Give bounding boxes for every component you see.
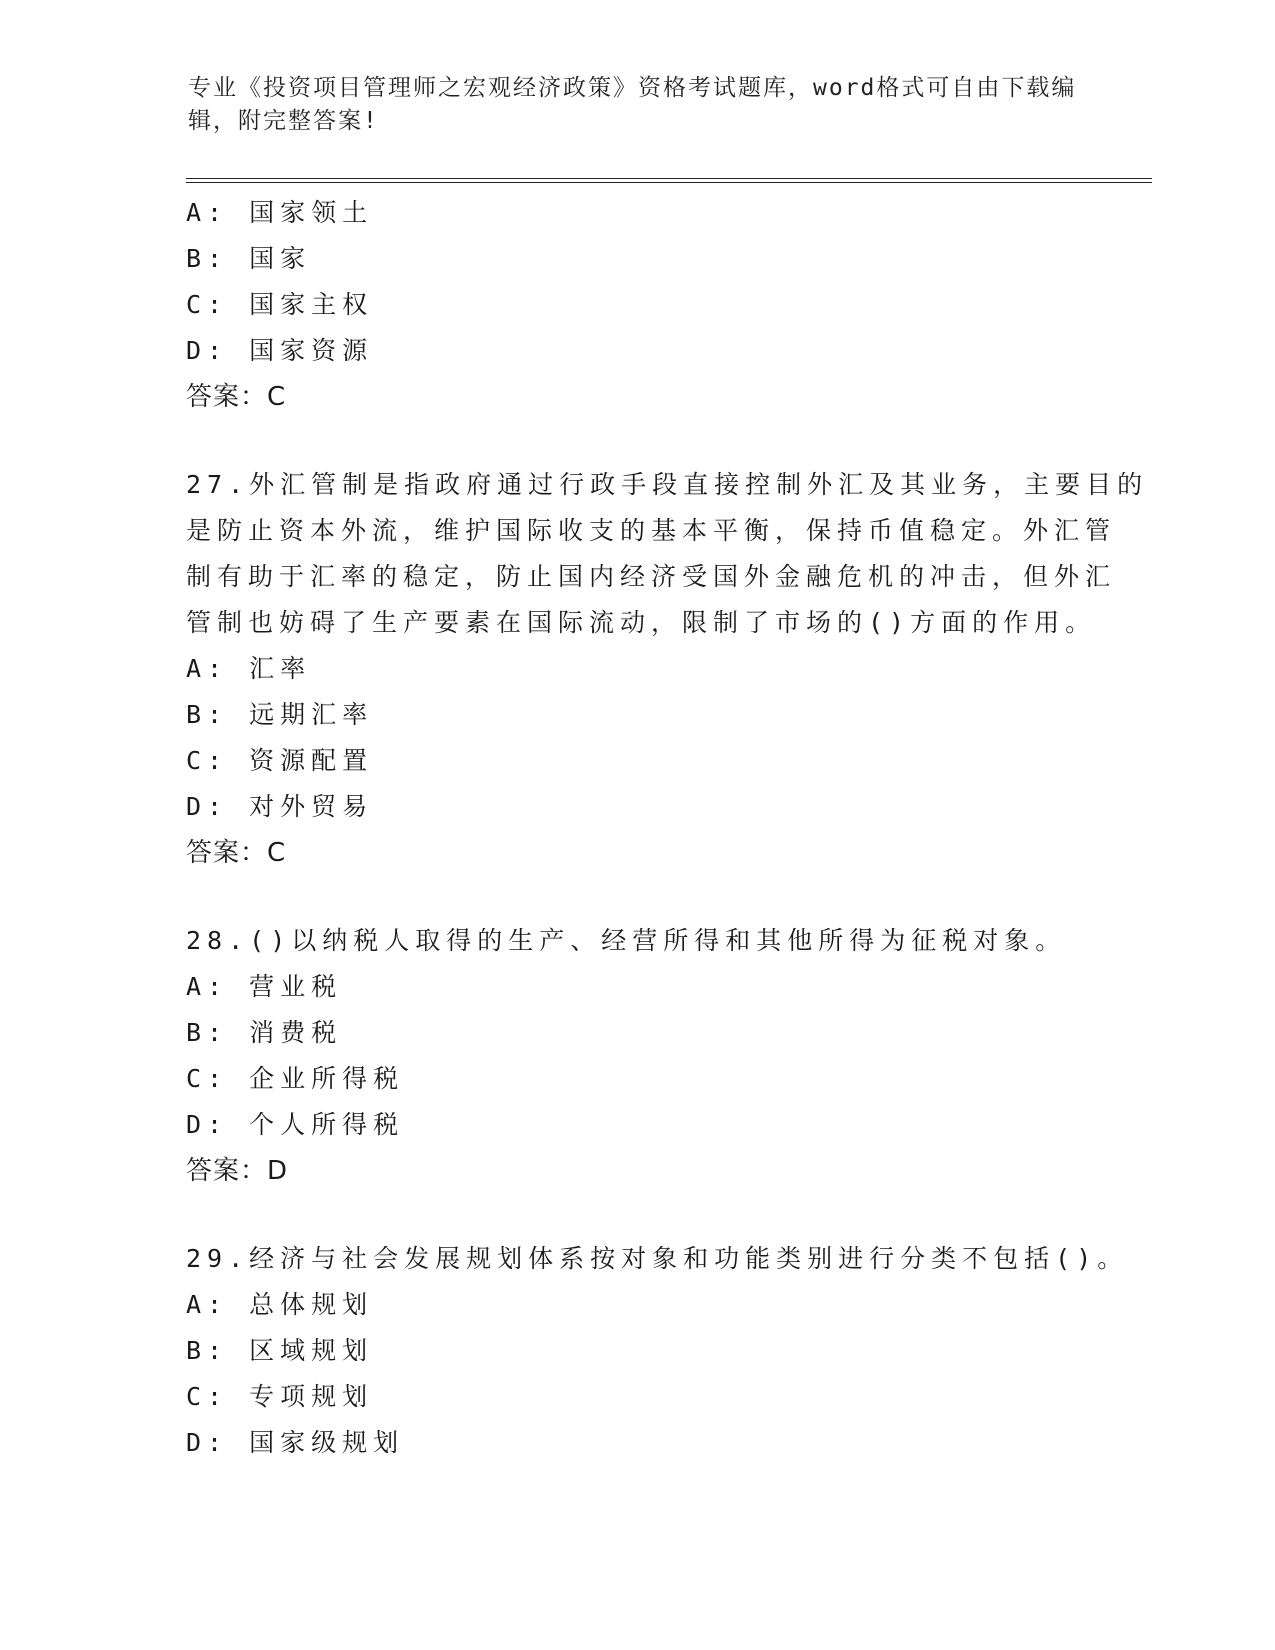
option-a: A: 国家领土 — [186, 198, 374, 227]
question-26 — [186, 190, 1086, 420]
option-a: A: 营业税 — [186, 972, 343, 1001]
answer: 答案：C — [186, 838, 287, 868]
header-divider-top — [186, 178, 1152, 179]
option-b: B: 国家 — [186, 244, 312, 273]
question-stem-line: 制有助于汇率的稳定，防止国内经济受国外金融危机的冲击，但外汇 — [186, 562, 1117, 591]
question-28 — [186, 918, 1086, 1194]
question-stem-line: 是防止资本外流，维护国际收支的基本平衡，保持币值稳定。外汇管 — [186, 516, 1117, 545]
spacer — [186, 876, 1086, 918]
answer: 答案：C — [186, 382, 287, 412]
question-stem-line: 28.()以纳税人取得的生产、经营所得和其他所得为征税对象。 — [186, 926, 1067, 955]
option-d: D: 国家级规划 — [186, 1428, 405, 1457]
question-stem-line: 管制也妨碍了生产要素在国际流动，限制了市场的()方面的作用。 — [186, 608, 1097, 637]
question-stem-line: 27.外汇管制是指政府通过行政手段直接控制外汇及其业务，主要目的 — [186, 470, 1149, 499]
option-a: A: 总体规划 — [186, 1290, 374, 1319]
option-b: B: 区域规划 — [186, 1336, 374, 1365]
question-27 — [186, 462, 1149, 876]
option-a: A: 汇率 — [186, 654, 312, 683]
option-b: B: 远期汇率 — [186, 700, 374, 729]
spacer — [186, 420, 1086, 462]
question-29 — [186, 1236, 1129, 1466]
header-divider-bottom — [186, 182, 1152, 183]
option-d: D: 个人所得税 — [186, 1110, 405, 1139]
option-b: B: 消费税 — [186, 1018, 343, 1047]
option-c: C: 资源配置 — [186, 746, 374, 775]
question-stem-line: 29.经济与社会发展规划体系按对象和功能类别进行分类不包括()。 — [186, 1244, 1129, 1273]
question-list — [186, 190, 1149, 1466]
option-d: D: 国家资源 — [186, 336, 374, 365]
answer: 答案：D — [186, 1156, 289, 1186]
spacer — [186, 1194, 1086, 1236]
option-d: D: 对外贸易 — [186, 792, 374, 821]
document-header: 专业《投资项目管理师之宏观经济政策》资格考试题库，word格式可自由下载编辑，附完整答案! — [188, 75, 1077, 134]
option-c: C: 专项规划 — [186, 1382, 374, 1411]
option-c: C: 企业所得税 — [186, 1064, 405, 1093]
option-c: C: 国家主权 — [186, 290, 374, 319]
